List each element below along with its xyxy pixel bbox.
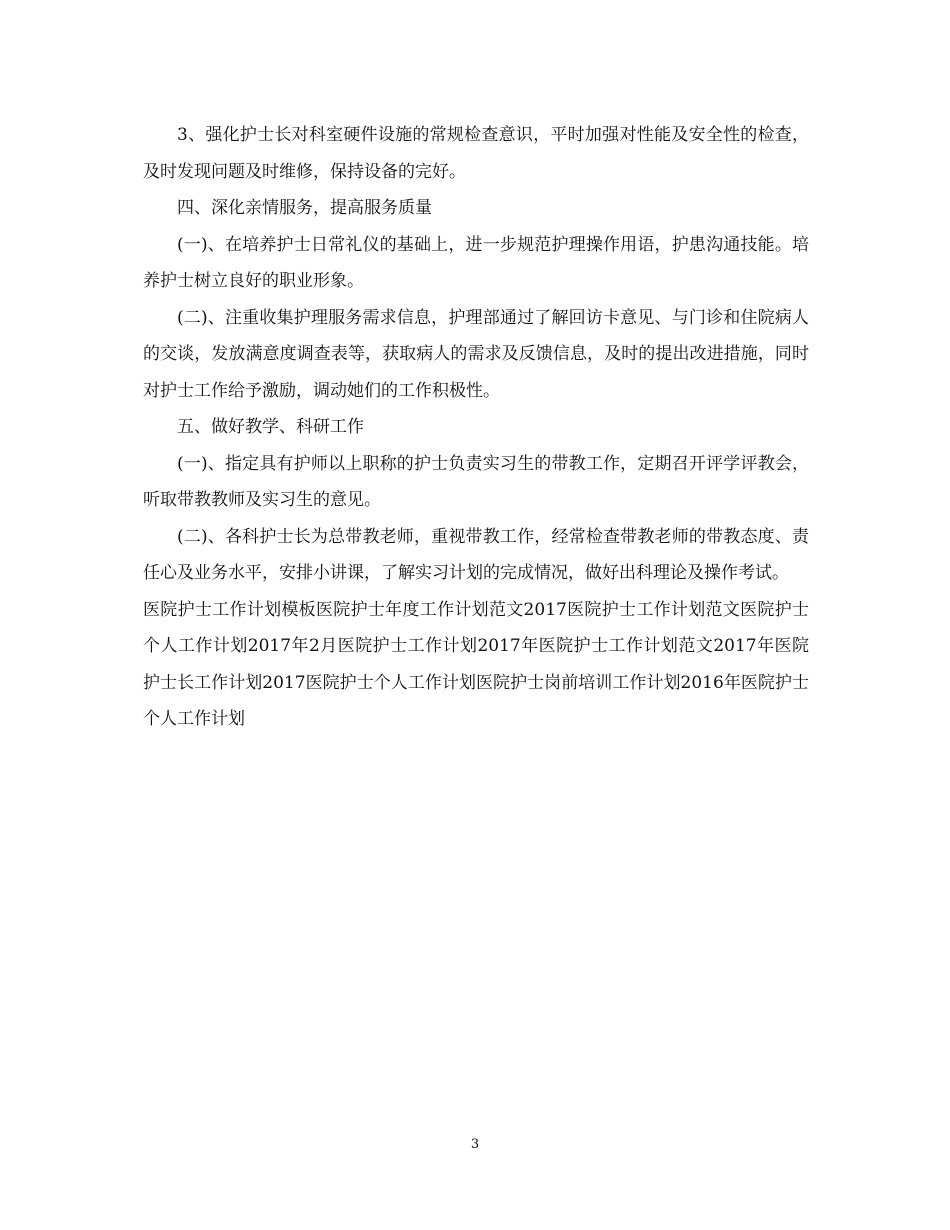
paragraph-hardware-inspection: 3、强化护士长对科室硬件设施的常规检查意识，平时加强对性能及安全性的检查，及时发现问题及时维修，保持设备的完好。 — [143, 125, 809, 182]
section-heading-teaching: 五、做好教学、科研工作 — [177, 417, 364, 437]
section-heading-service: 四、深化亲情服务，提高服务质量 — [177, 198, 432, 218]
paragraph-head-nurse-teaching: (二)、各科护士长为总带教老师，重视带教工作，经常检查带教老师的带教态度、责任心及业务水平，安排小讲课，了解实习计划的完成情况，做好出科理论及操作考试。 — [143, 526, 809, 583]
paragraph-intern-teaching: (一)、指定具有护师以上职称的护士负责实习生的带教工作，定期召开评学评教会，听取带教教师及实习生的意见。 — [143, 453, 809, 510]
related-links-text: 医院护士工作计划模板医院护士年度工作计划范文2017医院护士工作计划范文医院护士个人工作计划2017年2月医院护士工作计划2017年医院护士工作计划范文2017年医院护士长工作计划2017医院护士个人工作计划医院护士岗前培训工作计划2016年医院护士个人工作计划 — [143, 599, 809, 729]
document-body — [143, 117, 809, 738]
paragraph-feedback: (二)、注重收集护理服务需求信息，护理部通过了解回访卡意见、与门诊和住院病人的交谈，发放满意度调查表等，获取病人的需求及反馈信息，及时的提出改进措施，同时对护士工作给予激励，调动她们的工作积极性。 — [143, 307, 809, 401]
paragraph-etiquette: (一)、在培养护士日常礼仪的基础上，进一步规范护理操作用语，护患沟通技能。培养护士树立良好的职业形象。 — [143, 234, 809, 291]
page-number: 3 — [470, 1137, 480, 1152]
